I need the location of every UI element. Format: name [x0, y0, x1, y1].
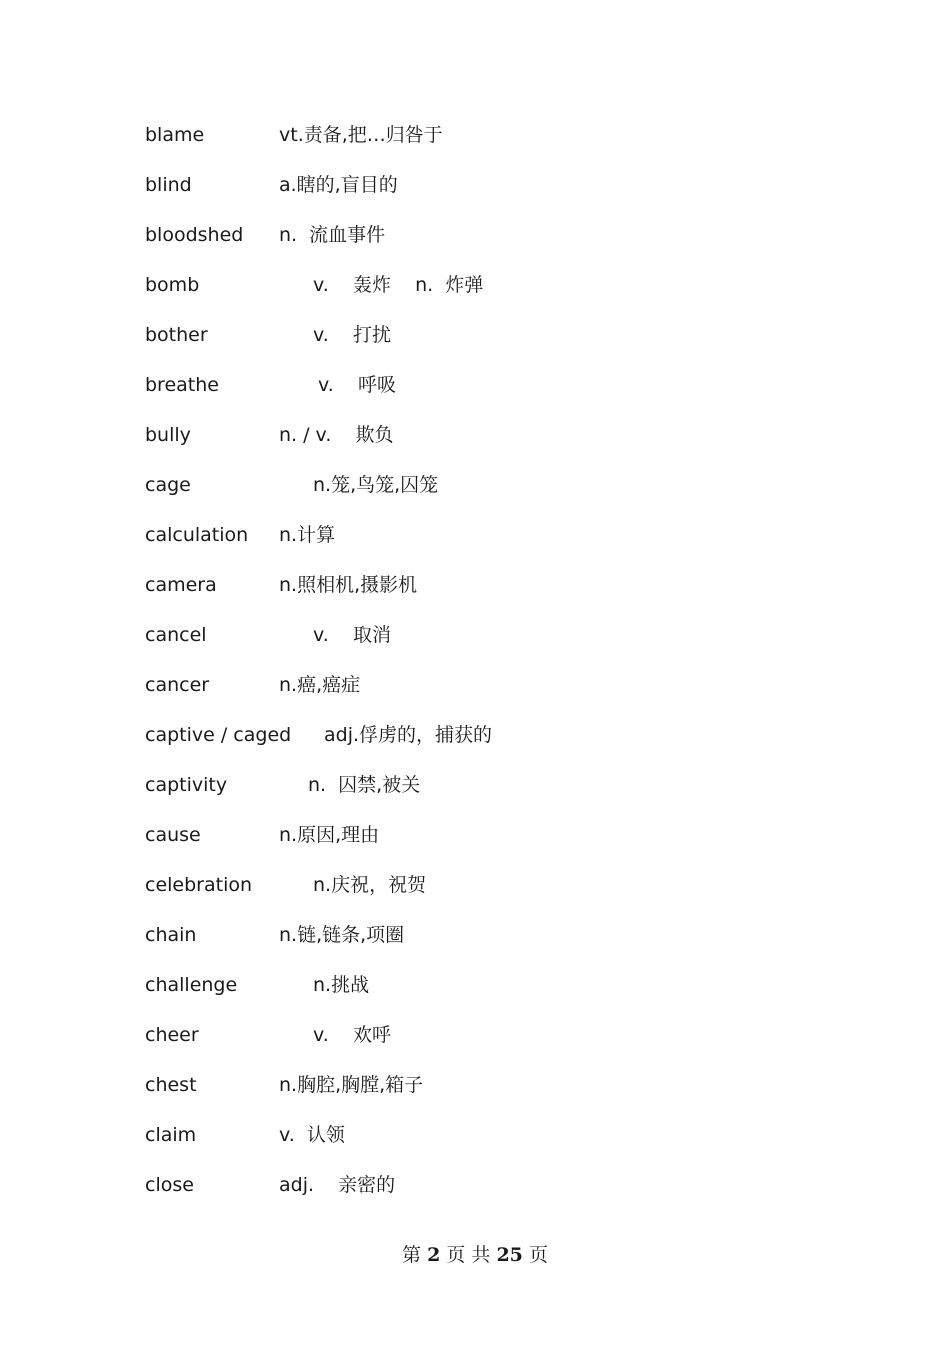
vocab-definition: vt.责备,把…归咎于 [279, 124, 443, 146]
vocab-definition: n.庆祝，祝贺 [313, 874, 427, 896]
vocab-word: camera [145, 574, 217, 596]
footer-prefix: 第 [402, 1244, 428, 1266]
vocab-entry [145, 370, 845, 420]
vocab-entry [145, 270, 845, 320]
vocab-word: blind [145, 174, 192, 196]
vocab-word: bloodshed [145, 224, 244, 246]
vocab-word: blame [145, 124, 205, 146]
vocab-definition: v. 取消 [313, 624, 391, 646]
vocab-entry [145, 170, 845, 220]
footer-suffix: 页 [522, 1244, 548, 1266]
vocab-entry [145, 970, 845, 1020]
vocab-definition: v. 轰炸 n. 炸弹 [313, 274, 484, 296]
vocab-definition: a.瞎的,盲目的 [279, 174, 398, 196]
page-footer [0, 1240, 950, 1267]
vocab-entry [145, 720, 845, 770]
vocab-definition: n.链,链条,项圈 [279, 924, 405, 946]
vocab-word: chain [145, 924, 197, 946]
vocab-entry [145, 820, 845, 870]
vocab-word: cancel [145, 624, 207, 646]
vocab-word: bully [145, 424, 191, 446]
vocab-definition: v. 欢呼 [313, 1024, 391, 1046]
vocab-word: chest [145, 1074, 197, 1096]
vocab-entry [145, 320, 845, 370]
vocab-definition: n.笼,鸟笼,囚笼 [313, 474, 439, 496]
vocab-entry [145, 1020, 845, 1070]
vocab-entry [145, 570, 845, 620]
vocab-definition: n. / v. 欺负 [279, 424, 394, 446]
vocab-word: bother [145, 324, 208, 346]
vocab-definition: adj. 亲密的 [279, 1174, 396, 1196]
footer-middle: 页 共 [440, 1244, 497, 1266]
vocab-entry [145, 620, 845, 670]
vocab-definition: v. 呼吸 [318, 374, 396, 396]
vocab-word: captivity [145, 774, 228, 796]
vocab-word: breathe [145, 374, 219, 396]
vocab-entry [145, 520, 845, 570]
vocab-word: close [145, 1174, 194, 1196]
total-pages-number: 25 [496, 1244, 523, 1266]
current-page-number: 2 [427, 1244, 441, 1266]
vocab-word: cancer [145, 674, 210, 696]
vocab-definition: n. 囚禁,被关 [308, 774, 421, 796]
vocab-entry [145, 470, 845, 520]
vocab-word: calculation [145, 524, 249, 546]
vocab-entry [145, 1120, 845, 1170]
vocab-definition: n.癌,癌症 [279, 674, 361, 696]
vocab-definition: v. 打扰 [313, 324, 391, 346]
vocab-word: cheer [145, 1024, 199, 1046]
vocab-entry [145, 920, 845, 970]
vocab-entry [145, 870, 845, 920]
vocab-word: cage [145, 474, 191, 496]
vocab-word: challenge [145, 974, 238, 996]
vocab-entry [145, 1170, 845, 1220]
vocab-definition: n.照相机,摄影机 [279, 574, 418, 596]
vocab-definition: v. 认领 [279, 1124, 345, 1146]
vocab-definition: n. 流血事件 [279, 224, 386, 246]
vocab-definition: n.胸腔,胸膛,箱子 [279, 1074, 424, 1096]
vocab-definition: n.原因,理由 [279, 824, 380, 846]
vocab-entry [145, 220, 845, 270]
vocab-entry [145, 770, 845, 820]
vocab-definition: n.计算 [279, 524, 336, 546]
vocab-entry [145, 1070, 845, 1120]
vocabulary-list [145, 120, 845, 1220]
vocab-definition: n.挑战 [313, 974, 370, 996]
vocab-word: claim [145, 1124, 197, 1146]
vocab-definition: adj.俘虏的，捕获的 [324, 724, 493, 746]
vocab-word: bomb [145, 274, 200, 296]
vocab-entry [145, 420, 845, 470]
vocab-entry [145, 670, 845, 720]
vocab-word: celebration [145, 874, 253, 896]
vocab-entry [145, 120, 845, 170]
vocab-word: cause [145, 824, 201, 846]
vocab-word: captive / caged [145, 724, 292, 746]
